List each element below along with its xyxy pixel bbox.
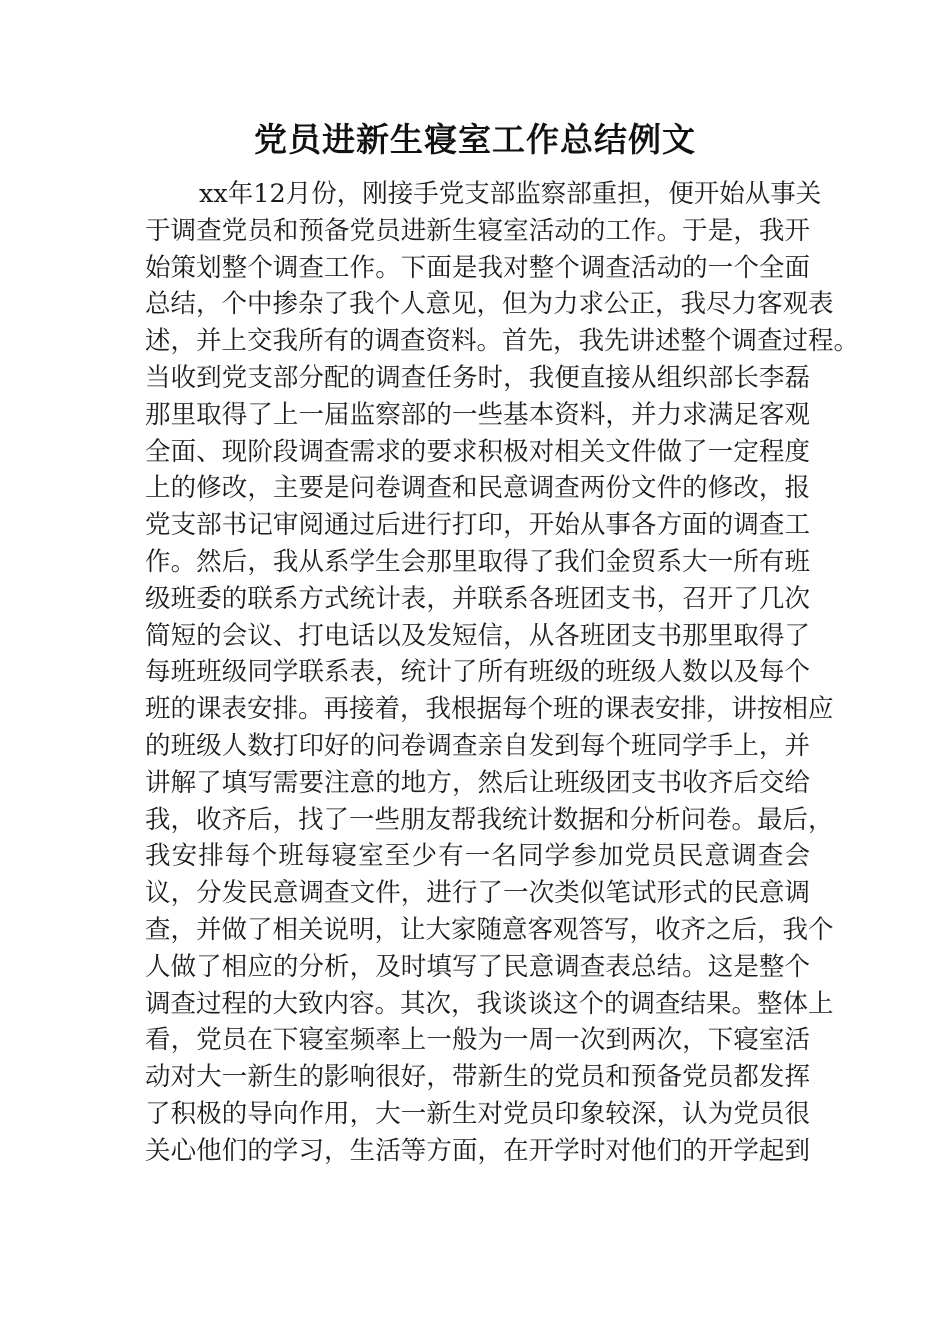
body-line: 讲解了填写需要注意的地方，然后让班级团支书收齐后交给 (145, 767, 810, 798)
body-line: 级班委的联系方式统计表，并联系各班团支书，召开了几次 (145, 583, 810, 614)
body-line: 简短的会议、打电话以及发短信，从各班团支书那里取得了 (145, 620, 810, 651)
body-line: xx年12月份，刚接手党支部监察部重担，便开始从事关 (199, 179, 822, 209)
body-line: 人做了相应的分析，及时填写了民意调查表总结。这是整个 (145, 951, 810, 982)
document-body (145, 176, 860, 1170)
body-line: 党支部书记审阅通过后进行打印，开始从事各方面的调查工 (145, 510, 810, 541)
body-line: 看，党员在下寝室频率上一般为一周一次到两次，下寝室活 (145, 1025, 810, 1056)
body-line: 上的修改，主要是问卷调查和民意调查两份文件的修改，报 (145, 473, 810, 504)
body-line: 班的课表安排。再接着，我根据每个班的课表安排，讲按相应 (145, 694, 834, 725)
body-line: 当收到党支部分配的调查任务时，我便直接从组织部长李磊 (145, 362, 810, 393)
body-line: 于调查党员和预备党员进新生寝室活动的工作。于是，我开 (145, 215, 810, 246)
body-line: 关心他们的学习，生活等方面，在开学时对他们的开学起到 (145, 1135, 810, 1166)
body-line: 调查过程的大致内容。其次，我谈谈这个的调查结果。整体上 (145, 988, 834, 1019)
body-line: 始策划整个调查工作。下面是我对整个调查活动的一个全面 (145, 252, 810, 283)
body-line: 每班班级同学联系表，统计了所有班级的班级人数以及每个 (145, 657, 810, 688)
body-line: 那里取得了上一届监察部的一些基本资料，并力求满足客观 (145, 399, 810, 430)
body-line: 查，并做了相关说明，让大家随意客观答写，收齐之后，我个 (145, 914, 834, 945)
body-line: 全面、现阶段调查需求的要求积极对相关文件做了一定程度 (145, 436, 810, 467)
body-line: 我，收齐后，找了一些朋友帮我统计数据和分析问卷。最后， (145, 804, 834, 835)
body-line: 的班级人数打印好的问卷调查亲自发到每个班同学手上，并 (145, 730, 810, 761)
body-line: 动对大一新生的影响很好，带新生的党员和预备党员都发挥 (145, 1062, 810, 1093)
body-line: 我安排每个班每寝室至少有一名同学参加党员民意调查会 (145, 841, 810, 872)
body-line: 议，分发民意调查文件，进行了一次类似笔试形式的民意调 (145, 878, 810, 909)
document-title: 党员进新生寝室工作总结例文 (254, 120, 696, 159)
body-line: 总结，个中掺杂了我个人意见，但为力求公正，我尽力客观表 (145, 289, 834, 320)
body-line: 作。然后，我从系学生会那里取得了我们金贸系大一所有班 (145, 546, 810, 577)
body-line: 述，并上交我所有的调查资料。首先，我先讲述整个调查过程。 (145, 326, 860, 357)
body-line: 了积极的导向作用，大一新生对党员印象较深，认为党员很 (145, 1098, 810, 1129)
